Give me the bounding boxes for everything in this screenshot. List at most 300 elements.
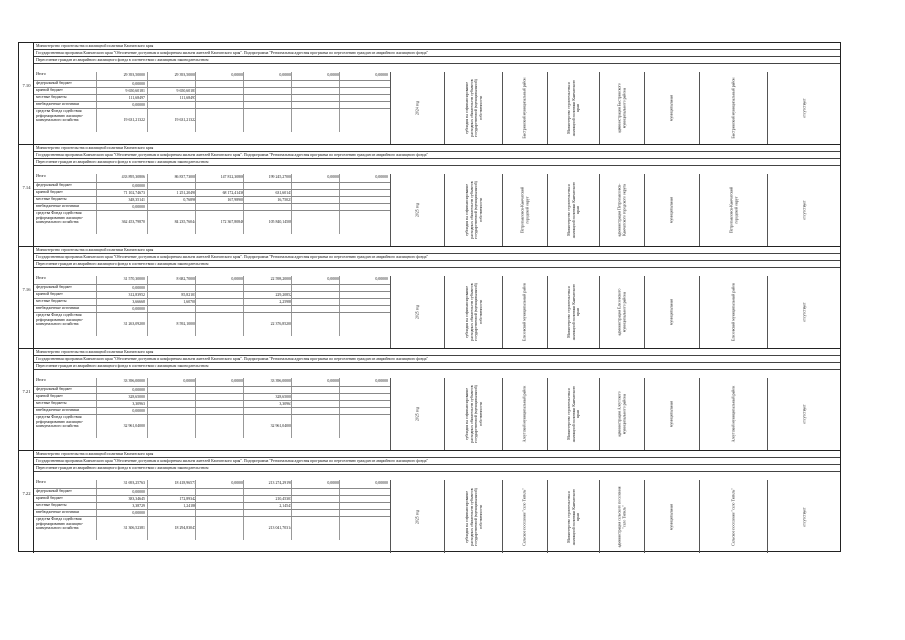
amount-cell: 8 682,70000 (147, 276, 198, 284)
amount-cell (243, 510, 294, 516)
amount-cell (147, 306, 198, 312)
funding-source-label: Итого (36, 378, 46, 382)
amount-cell (339, 306, 390, 312)
attribute-text: Министерство строительства и жилищной политики Камчатского края (566, 385, 580, 443)
table-section (19, 451, 840, 553)
amount-cell: 0,00000 (96, 285, 147, 291)
row-number: 7.21 (22, 389, 31, 394)
section-measure: Переселение граждан из аварийного жилищного фонда в соответствии с жилищным законодательством (34, 159, 840, 166)
attribute-column (390, 174, 444, 246)
amount-cell: 111,68497 (147, 95, 198, 101)
attribute-text: муниципальная (669, 401, 674, 427)
amount-cell: 3,38729 (96, 503, 147, 509)
attribute-text: Сельское поселение "село Тигиль" (731, 487, 736, 546)
table-section (19, 247, 840, 349)
row-number-cell (19, 43, 34, 144)
attribute-text: Алеутский муниципальный район (731, 385, 736, 443)
amount-cell: 31 570,30000 (96, 276, 147, 284)
amount-cell: 3,30963 (96, 401, 147, 407)
amount-cell (291, 190, 342, 196)
attribute-column (599, 72, 644, 144)
attribute-column (644, 378, 699, 450)
attribute-column (444, 480, 502, 553)
attribute-column (547, 378, 599, 450)
amount-cell (243, 489, 294, 495)
attribute-column (767, 174, 842, 246)
amount-cell: 2,25988 (243, 299, 294, 305)
attribute-column (390, 378, 444, 450)
amount-cell (339, 190, 390, 196)
amount-cell (339, 292, 390, 298)
funding-source-label: федеральный бюджет (36, 489, 72, 493)
attribute-text: субсидия на софинансирование расходных обязательств субъектов государственной (муниципальной) собственности (464, 79, 483, 137)
attribute-text: субсидия на софинансирование расходных обязательств субъектов государственной (муниципальной) собственности (464, 487, 483, 546)
funding-source-label: средства Фонда содействия реформированию жилищно-коммунального хозяйства (36, 211, 84, 225)
attribute-text: муниципальная (669, 503, 674, 530)
amount-cell: 3,66668 (96, 299, 147, 305)
section-program: Государственная программа Камчатского края "Обеспечение доступным и комфортным жильем жителей Камчатского края". Подпрограмма "Региональная адресная программа по переселению граждан из аварийного жилищного фонда" (34, 254, 840, 261)
amount-cell: 0,00000 (291, 72, 342, 80)
funding-source-label: внебюджетные источники (36, 510, 80, 514)
table-section (19, 43, 840, 145)
table-row (34, 517, 390, 540)
amount-cell (339, 204, 390, 210)
amount-cell (339, 95, 390, 101)
row-number: 7.10 (22, 83, 31, 88)
amount-cell: 172,89342 (147, 496, 198, 502)
amount-cell (291, 102, 342, 108)
amount-cell: 9 650,60181 (96, 88, 147, 94)
amount-cell (147, 81, 198, 87)
amount-cell (291, 95, 342, 101)
amount-cell: 22 598,20000 (243, 276, 294, 284)
attribute-column (767, 276, 842, 348)
amount-cell (339, 285, 390, 291)
attribute-text: Петропавловск-Камчатский городской округ (520, 186, 529, 234)
amount-cell: 19 631,21322 (147, 109, 198, 132)
attribute-column (547, 174, 599, 246)
amount-cell (291, 489, 342, 495)
section-ministry: Министерство строительства и жилищной политики Камчатского края (34, 349, 840, 356)
amount-cell: 71 102,74673 (96, 190, 147, 196)
amount-cell: 22 376,85200 (243, 313, 294, 336)
amount-cell: 0,00000 (195, 378, 246, 386)
funding-table (34, 480, 840, 553)
funding-columns (34, 480, 390, 553)
amount-cell: 167,98900 (195, 197, 246, 203)
amount-cell: 2,14543 (243, 503, 294, 509)
amount-cell (291, 183, 342, 189)
table-row (34, 204, 390, 211)
funding-source-label: краевой бюджет (36, 292, 63, 296)
attribute-column (699, 72, 767, 144)
attribute-text: 2025 год (415, 202, 420, 218)
amount-cell (339, 394, 390, 400)
attribute-text: 2025 год (415, 406, 420, 422)
table-section (19, 145, 840, 247)
attribute-text: 2025 год (415, 509, 420, 524)
table-row (34, 276, 390, 285)
table-row (34, 387, 390, 394)
row-number-cell (19, 145, 34, 246)
amount-cell: 147 812,30806 (195, 174, 246, 182)
funding-source-label: краевой бюджет (36, 190, 63, 194)
amount-cell (147, 102, 198, 108)
section-measure: Переселение граждан из аварийного жилищного фонда в соответствии с жилищным законодательством (34, 261, 840, 268)
attribute-column (599, 276, 644, 348)
attribute-column (767, 72, 842, 144)
table-row (34, 401, 390, 408)
amount-cell: 199 245,27000 (243, 174, 294, 182)
attribute-column (599, 480, 644, 553)
attribute-column (502, 72, 547, 144)
attribute-text: Быстринский муниципальный район (522, 77, 527, 139)
funding-source-label: краевой бюджет (36, 88, 63, 92)
amount-cell: 383,34645 (96, 496, 147, 502)
section-program: Государственная программа Камчатского края "Обеспечение доступным и комфортным жильем жителей Камчатского края". Подпрограмма "Региональная адресная программа по переселению граждан из аварийного жилищного фонда" (34, 50, 840, 57)
amount-cell (339, 401, 390, 407)
attribute-column (644, 174, 699, 246)
funding-source-label: Итого (36, 276, 46, 280)
amount-cell: 0,00000 (96, 387, 147, 393)
row-number: 7.16 (22, 287, 31, 292)
funding-source-label: внебюджетные источники (36, 102, 80, 106)
table-row (34, 480, 390, 489)
amount-cell: 31 693,25763 (96, 480, 147, 488)
attribute-text: администрация Елизовского муниципального района (617, 288, 626, 336)
amount-cell (291, 285, 342, 291)
amount-cell: 1,60700 (147, 299, 198, 305)
table-row (34, 378, 390, 387)
amount-cell: 0,00000 (96, 81, 147, 87)
attribute-text: Елизовский муниципальный район (522, 282, 527, 342)
amount-cell: 18 294,83047 (147, 517, 198, 540)
amount-cell (339, 510, 390, 516)
attribute-column (444, 72, 502, 144)
funding-source-label: Итого (36, 174, 46, 178)
amount-cell (291, 510, 342, 516)
funding-source-label: Итого (36, 72, 46, 76)
amount-cell (195, 292, 246, 298)
amount-cell (243, 81, 294, 87)
amount-cell (195, 299, 246, 305)
amount-cell (291, 517, 342, 540)
attribute-text: отсутствует (802, 200, 807, 220)
amount-cell: 32 961,04000 (96, 415, 147, 438)
amount-cell: 18 418,96573 (147, 480, 198, 488)
attribute-text: Алеутский муниципальный район (522, 385, 527, 443)
row-number-cell (19, 247, 34, 348)
table-row (34, 190, 390, 197)
amount-cell (339, 299, 390, 305)
amount-cell: 32 961,04000 (243, 415, 294, 438)
amount-cell (243, 183, 294, 189)
amount-cell (339, 183, 390, 189)
amount-cell (339, 408, 390, 414)
amount-cell: 3,30963 (243, 401, 294, 407)
attribute-column (444, 174, 502, 246)
attribute-text: субсидия на софинансирование расходных обязательств субъектов государственной (муниципальной) собственности (464, 283, 483, 341)
table-row (34, 174, 390, 183)
amount-cell (195, 415, 246, 438)
amount-cell (147, 510, 198, 516)
amount-cell: 0,00000 (96, 408, 147, 414)
funding-source-label: местные бюджеты (36, 197, 67, 201)
amount-cell: 0,00000 (339, 276, 390, 284)
attribute-text: Быстринский муниципальный район (731, 77, 736, 139)
attribute-text: администрация сельского поселения "село Тигиль" (617, 486, 626, 547)
amount-cell: 312,83952 (96, 292, 147, 298)
table-row (34, 313, 390, 336)
funding-columns (34, 72, 390, 144)
funding-source-label: Итого (36, 480, 46, 484)
amount-cell: 111,68497 (96, 95, 147, 101)
amount-cell: 33 396,00000 (243, 378, 294, 386)
amount-cell (243, 109, 294, 132)
amount-cell (339, 415, 390, 438)
amount-cell (339, 489, 390, 495)
amount-cell (243, 102, 294, 108)
funding-table (34, 174, 840, 246)
amount-cell (291, 204, 342, 210)
funding-source-label: федеральный бюджет (36, 81, 72, 85)
amount-cell (339, 102, 390, 108)
funding-source-label: средства Фонда содействия реформированию жилищно-коммунального хозяйства (36, 517, 84, 531)
amount-cell (195, 109, 246, 132)
funding-source-label: местные бюджеты (36, 503, 67, 507)
attribute-text: администрация Алеутского муниципального района (617, 391, 626, 437)
attribute-column (699, 480, 767, 553)
amount-cell (291, 197, 342, 203)
amount-cell (195, 394, 246, 400)
attribute-column (767, 378, 842, 450)
amount-cell: 1 251,20490 (147, 190, 198, 196)
attribute-text: администрация Быстринского муниципального района (617, 83, 626, 133)
table-row (34, 299, 390, 306)
amount-cell (339, 197, 390, 203)
amount-cell (147, 415, 198, 438)
amount-cell: 16,75021 (243, 197, 294, 203)
amount-cell (291, 394, 342, 400)
attribute-column (644, 276, 699, 348)
amount-cell: 85,82101 (147, 292, 198, 298)
amount-cell (291, 408, 342, 414)
amount-cell (195, 489, 246, 495)
amount-cell (195, 510, 246, 516)
row-number-cell (19, 451, 34, 553)
amount-cell (195, 204, 246, 210)
amount-cell (195, 306, 246, 312)
amount-cell (291, 109, 342, 132)
amount-cell (147, 394, 198, 400)
amount-cell: 172 367,80846 (195, 211, 246, 234)
attribute-column (547, 276, 599, 348)
attribute-text: Министерство строительства и жилищной политики Камчатского края (566, 488, 580, 545)
amount-cell: 0,00000 (96, 183, 147, 189)
section-ministry: Министерство строительства и жилищной политики Камчатского края (34, 247, 840, 254)
amount-cell: 213 274,29190 (243, 480, 294, 488)
amount-cell (195, 81, 246, 87)
amount-cell (243, 95, 294, 101)
amount-cell: 0,00000 (195, 276, 246, 284)
amount-cell: 0,00000 (96, 204, 147, 210)
amount-cell (195, 88, 246, 94)
table-row (34, 88, 390, 95)
attribute-text: субсидия на софинансирование расходных обязательств субъектов государственной (муниципальной) собственности (464, 181, 483, 239)
table-row (34, 510, 390, 517)
amount-cell (147, 285, 198, 291)
table-section (19, 349, 840, 451)
amount-cell (243, 88, 294, 94)
attribute-column (502, 480, 547, 553)
attribute-text: администрация Петропавловск-Камчатского городского округа (617, 183, 626, 237)
amount-cell (291, 306, 342, 312)
attribute-column (699, 174, 767, 246)
attribute-column (502, 378, 547, 450)
amount-cell (195, 285, 246, 291)
funding-columns (34, 174, 390, 246)
amount-cell: 0,00000 (195, 72, 246, 80)
amount-cell: 0,00000 (96, 102, 147, 108)
amount-cell (339, 503, 390, 509)
amount-cell: 0,00000 (96, 489, 147, 495)
amount-cell (195, 313, 246, 336)
amount-cell: 0,00000 (291, 378, 342, 386)
table-row (34, 197, 390, 204)
amount-cell: 8 592,10000 (147, 313, 198, 336)
attribute-column (699, 378, 767, 450)
amount-cell: 328,65000 (243, 394, 294, 400)
amount-cell (291, 292, 342, 298)
row-number-cell (19, 349, 34, 450)
amount-cell: 348,35141 (96, 197, 147, 203)
funding-source-label: местные бюджеты (36, 299, 67, 303)
amount-cell (195, 387, 246, 393)
amount-cell (195, 517, 246, 540)
section-program: Государственная программа Камчатского края "Обеспечение доступным и комфортным жильем жителей Камчатского края". Подпрограмма "Региональная адресная программа по переселению граждан из аварийного жилищного фонда" (34, 458, 840, 465)
attribute-column (547, 480, 599, 553)
amount-cell (339, 211, 390, 234)
funding-source-label: внебюджетные источники (36, 204, 80, 208)
attribute-text: Петропавловск-Камчатский городской округ (728, 186, 738, 234)
attribute-text: отсутствует (802, 506, 807, 527)
amount-cell (195, 496, 246, 502)
table-row (34, 394, 390, 401)
row-number: 7.14 (22, 185, 31, 190)
amount-cell: 0,76896 (147, 197, 198, 203)
attribute-column (644, 480, 699, 553)
row-number: 7.22 (22, 491, 31, 496)
funding-source-label: краевой бюджет (36, 394, 63, 398)
amount-cell: 0,00000 (339, 480, 390, 488)
amount-cell (291, 299, 342, 305)
amount-cell: 86 837,73000 (147, 174, 198, 182)
funding-table (34, 378, 840, 450)
attribute-column (699, 276, 767, 348)
table-row (34, 183, 390, 190)
amount-cell (291, 387, 342, 393)
attribute-text: 2025 год (415, 304, 420, 320)
amount-cell (291, 503, 342, 509)
section-ministry: Министерство строительства и жилищной политики Камчатского края (34, 451, 840, 458)
amount-cell: 210,45303 (243, 496, 294, 502)
amount-cell: 0,00000 (291, 276, 342, 284)
attribute-column (444, 276, 502, 348)
amount-cell: 0,00000 (96, 510, 147, 516)
amount-cell (339, 88, 390, 94)
attribute-text: Министерство строительства и жилищной политики Камчатского края (566, 283, 580, 341)
attribute-text: муниципальная (669, 197, 674, 223)
attribute-column (644, 72, 699, 144)
attribute-text: муниципальная (669, 299, 674, 325)
amount-cell: 9 650,60181 (147, 88, 198, 94)
section-program: Государственная программа Камчатского края "Обеспечение доступным и комфортным жильем жителей Камчатского края". Подпрограмма "Региональная адресная программа по переселению граждан из аварийного жилищного фонда" (34, 356, 840, 363)
section-measure: Переселение граждан из аварийного жилищного фонда в соответствии с жилищным законодательством (34, 57, 840, 64)
amount-cell (339, 81, 390, 87)
attribute-column (502, 174, 547, 246)
funding-source-label: федеральный бюджет (36, 387, 72, 391)
attribute-text: отсутствует (802, 404, 807, 424)
amount-cell (339, 109, 390, 132)
amount-cell: 33 396,00000 (96, 378, 147, 386)
attribute-column (547, 72, 599, 144)
attribute-text: отсутствует (802, 98, 807, 118)
amount-cell: 105 840,14508 (243, 211, 294, 234)
amount-cell: 229,20852 (243, 292, 294, 298)
amount-cell: 328,65000 (96, 394, 147, 400)
amount-cell: 84 235,76044 (147, 211, 198, 234)
attribute-text: 2024 год (415, 100, 420, 116)
funding-source-label: федеральный бюджет (36, 183, 72, 187)
amount-cell: 0,00000 (291, 480, 342, 488)
amount-cell: 0,00000 (147, 378, 198, 386)
attribute-text: Елизовский муниципальный район (731, 282, 736, 342)
amount-cell: 0,00000 (195, 480, 246, 488)
amount-cell (195, 408, 246, 414)
table-row (34, 489, 390, 496)
funding-source-label: местные бюджеты (36, 401, 67, 405)
amount-cell (291, 211, 342, 234)
amount-cell: 0,00000 (96, 306, 147, 312)
funding-source-label: внебюджетные источники (36, 408, 80, 412)
funding-source-label: местные бюджеты (36, 95, 67, 99)
amount-cell (291, 415, 342, 438)
attribute-text: Министерство строительства и жилищной политики Камчатского края (566, 79, 580, 137)
amount-cell: 362 453,79870 (96, 211, 147, 234)
amount-cell (147, 387, 198, 393)
amount-cell (291, 81, 342, 87)
table-row (34, 292, 390, 299)
table-row (34, 306, 390, 313)
attribute-text: муниципальная (669, 95, 674, 121)
amount-cell: 0,00000 (339, 72, 390, 80)
amount-cell: 29 393,50000 (96, 72, 147, 80)
section-ministry: Министерство строительства и жилищной политики Камчатского края (34, 43, 840, 50)
amount-cell (195, 95, 246, 101)
amount-cell (147, 408, 198, 414)
funding-table (34, 276, 840, 348)
amount-cell: 68 172,41436 (195, 190, 246, 196)
funding-source-label: средства Фонда содействия реформированию жилищно-коммунального хозяйства (36, 109, 84, 123)
amount-cell: 0,00000 (243, 72, 294, 80)
amount-cell: 0,00000 (291, 174, 342, 182)
attribute-text: Министерство строительства и жилищной политики Камчатского края (566, 181, 580, 239)
attribute-column (599, 378, 644, 450)
amount-cell (243, 285, 294, 291)
amount-cell: 0,00000 (339, 174, 390, 182)
amount-cell (291, 313, 342, 336)
funding-source-label: средства Фонда содействия реформированию жилищно-коммунального хозяйства (36, 313, 84, 327)
